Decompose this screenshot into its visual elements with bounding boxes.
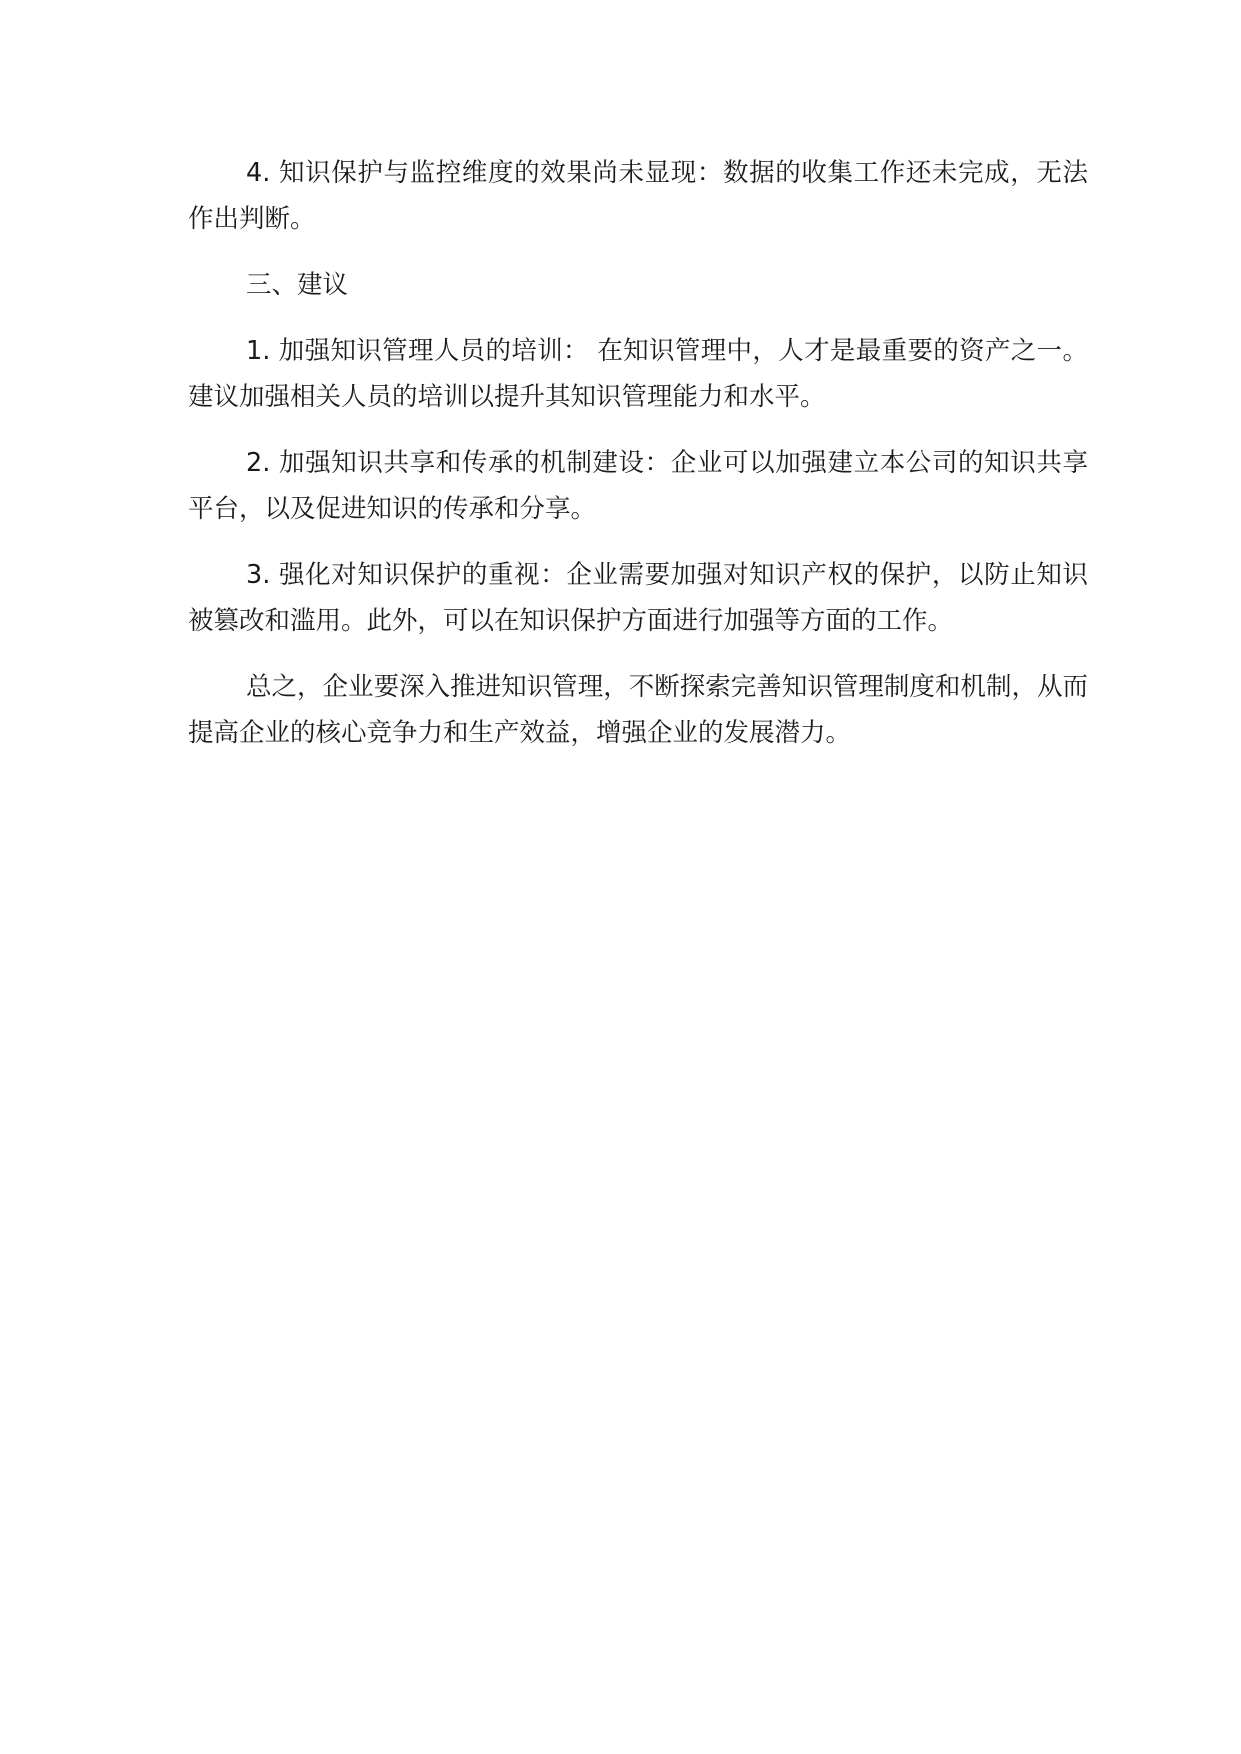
- section-heading-suggestions: 三、建议: [246, 270, 349, 300]
- document-body: [188, 150, 1088, 776]
- paragraph-suggestion-1: 1. 加强知识管理人员的培训： 在知识管理中，人才是最重要的资产之一。建议加强相关人员的培训以提升其知识管理能力和水平。: [188, 336, 1088, 412]
- paragraph-suggestion-2: 2. 加强知识共享和传承的机制建设：企业可以加强建立本公司的知识共享平台，以及促进知识的传承和分享。: [188, 448, 1088, 524]
- paragraph-conclusion: 总之，企业要深入推进知识管理，不断探索完善知识管理制度和机制，从而提高企业的核心竞争力和生产效益，增强企业的发展潜力。: [188, 672, 1088, 748]
- paragraph-item-4: 4. 知识保护与监控维度的效果尚未显现：数据的收集工作还未完成，无法作出判断。: [188, 158, 1088, 234]
- paragraph-suggestion-3: 3. 强化对知识保护的重视：企业需要加强对知识产权的保护，以防止知识被篡改和滥用。此外，可以在知识保护方面进行加强等方面的工作。: [188, 560, 1088, 636]
